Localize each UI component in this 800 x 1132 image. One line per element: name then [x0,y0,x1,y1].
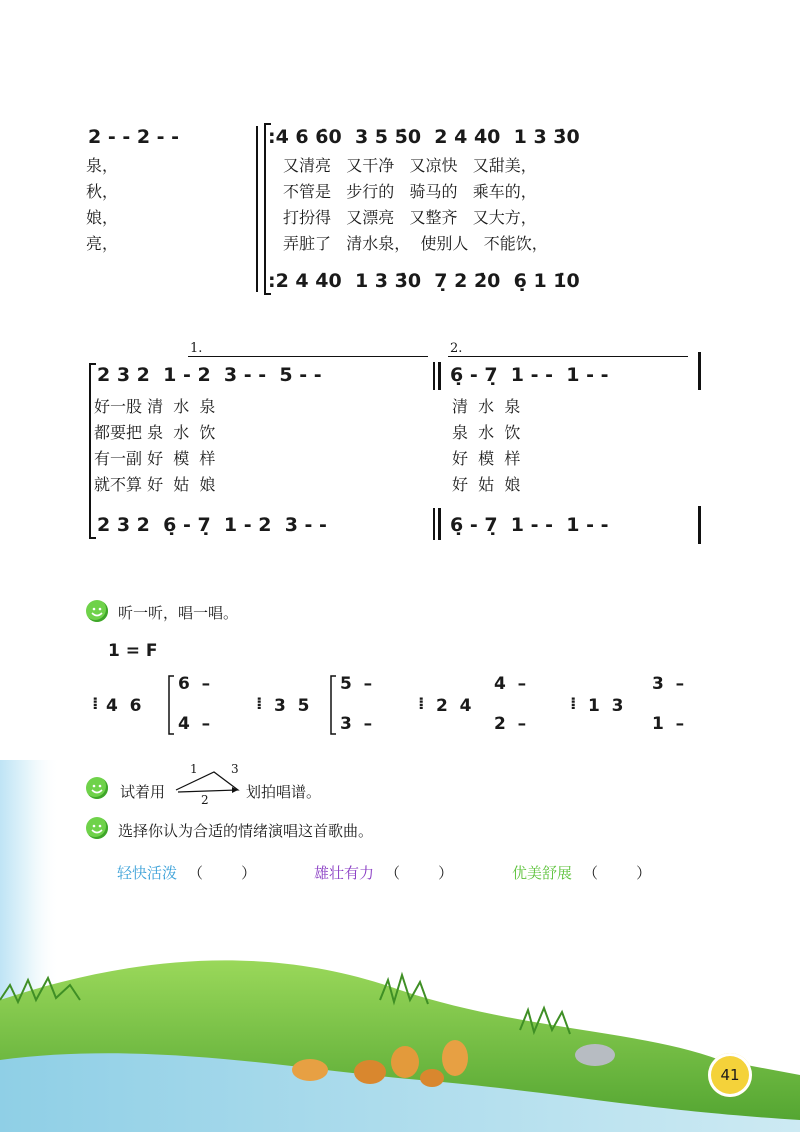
second-row-lower-a: 2 3 2 6̣ - 7̣ 1 - 2 3 - - [97,514,327,536]
repeat-start-icon: ⁞ [570,694,577,714]
lyric-line: 亮， [86,234,119,253]
seq-bottom: 3 – [340,714,373,734]
second-lyrics-b [452,394,520,498]
volta-1-line [188,356,428,357]
repeat-bar-thick [438,508,441,540]
lyric-line: 都要把 泉 水 饮 [94,423,216,442]
lyric-line: 好 模 样 [452,449,521,468]
second-row-upper-a: 2 3 2 1 - 2 3 - - 5 - - [97,364,322,386]
brace-icon [328,674,338,736]
activity-3-text: 选择你认为合适的情绪演唱这首歌曲。 [118,822,374,840]
volta-2: 2. [450,341,463,356]
lyric-line: 有一副 好 模 样 [94,449,216,468]
choice-label: 雄壮有力 [314,864,375,882]
beat-label: 3 [231,762,239,776]
lyric-line: 好 姑 娘 [452,475,521,494]
interval-sequence [92,674,702,738]
seq-bottom: 4 – [178,714,211,734]
choice-bracket[interactable]: （ ） [385,864,454,882]
seq-pre: 2 4 [436,696,472,716]
second-row-lower-b: 6̣ - 7̣ 1 - - 1 - - [450,514,609,536]
lyric-line: 打扮得 又漂亮 又整齐 又大方， [283,208,537,227]
page-number-badge [708,1053,752,1097]
smiley-icon [86,817,108,839]
top-lyrics-right [283,153,548,257]
second-row-upper-b: 6̣ - 7̣ 1 - - 1 - - [450,364,609,386]
seq-top: 4 – [494,674,527,694]
repeat-start-icon: ⁞ [92,694,99,714]
lyric-line: 秋， [86,182,119,201]
seq-top: 5 – [340,674,373,694]
seq-bottom: 1 – [652,714,685,734]
activity-2-text-before: 试着用 [120,783,166,801]
smiley-icon [86,600,108,622]
choice-bracket[interactable]: （ ） [188,864,257,882]
repeat-bar-thick [438,362,441,390]
top-lyrics-left [86,153,146,257]
lyric-line: 又清亮 又干净 又凉快 又甜美， [283,156,537,175]
repeat-start-icon: ⁞ [256,694,263,714]
activity-2-text-after: 划拍唱谱。 [246,783,322,801]
choice-label: 优美舒展 [512,864,573,882]
seq-pre: 1 3 [588,696,624,716]
top-row-upper-right: :4 6 6̇0 3 5 5̇0 2 4 4̇0 1 3 3̇0 [268,126,580,148]
beat-label: 2 [201,793,209,807]
lyric-line: 清 水 泉 [452,397,521,416]
volta-2-line [448,356,688,357]
lyric-line: 不管是 步行的 骑马的 乘车的， [283,182,537,201]
top-row-upper-left: 2 - - 2 - - [88,126,180,148]
repeat-bar [433,362,435,390]
top-row-lower: :2 4 4̇0 1 3 3̇0 7̣ 2 2̇0 6̣ 1 1̇0 [268,270,580,292]
activity-1-text: 听一听，唱一唱。 [118,604,239,622]
barline [256,126,258,292]
seq-top: 6 – [178,674,211,694]
final-bar [698,352,701,390]
repeat-bar [433,508,435,540]
seq-pre: 4 6 [106,696,142,716]
seq-bottom: 2 – [494,714,527,734]
lyric-line: 娘， [86,208,119,227]
brace-icon [166,674,176,736]
smiley-icon [86,777,108,799]
lyric-line: 弄脏了 清水泉， 使别人 不能饮， [283,234,548,253]
beat-label: 1 [190,762,198,776]
seq-pre: 3 5 [274,696,310,716]
second-lyrics-a [94,394,215,498]
lyric-line: 好一股 清 水 泉 [94,397,216,416]
lyric-line: 泉 水 饮 [452,423,521,442]
lyric-line: 泉， [86,156,119,175]
choice-bracket[interactable]: （ ） [583,864,652,882]
page-number: 41 [720,1066,740,1084]
volta-1: 1. [190,341,203,356]
seq-top: 3 – [652,674,685,694]
choice-label: 轻快活泼 [117,864,178,882]
repeat-start-icon: ⁞ [418,694,425,714]
lyric-line: 就不算 好 姑 娘 [94,475,216,494]
final-bar [698,506,701,544]
key-signature: 1 = F [108,641,158,661]
